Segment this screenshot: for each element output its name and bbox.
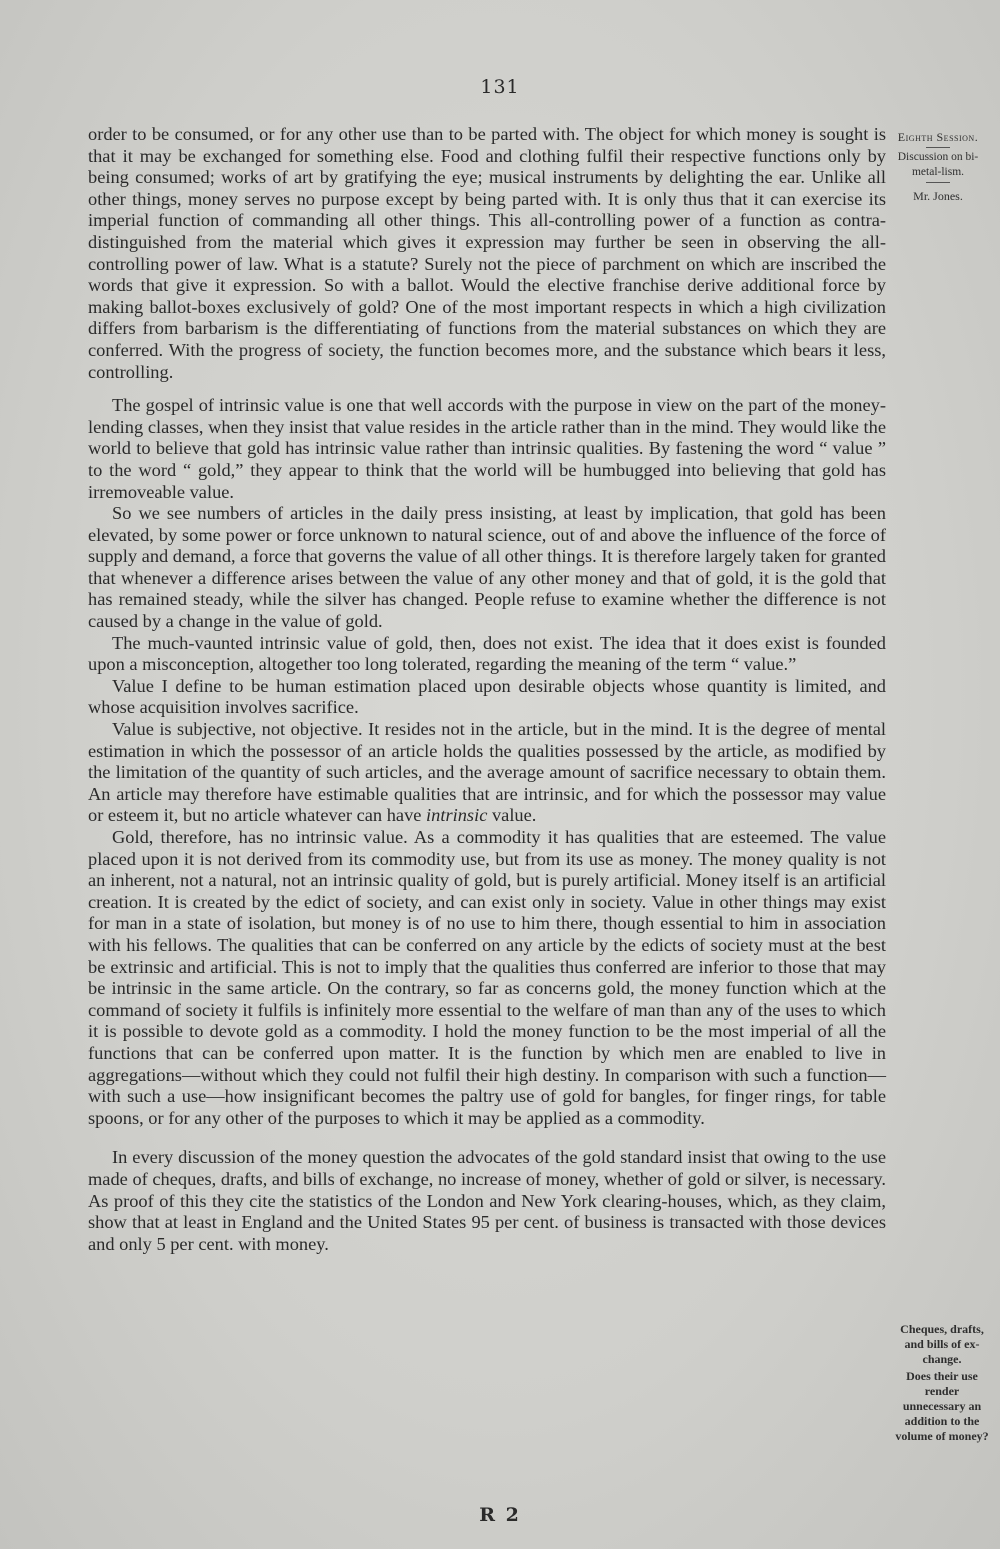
margin-rule xyxy=(926,147,950,148)
page-number: 131 xyxy=(480,76,520,98)
margin-topic: Discussion on bi-metal-lism. xyxy=(897,151,979,178)
margin-speaker: Mr. Jones. xyxy=(913,189,963,203)
italic-word: intrinsic xyxy=(426,805,488,826)
paragraph: The much-vaunted intrinsic value of gold, then, does not exist. The idea that it does exist is founded upon a misconception, altogether too long tolerated, regarding the meaning of the term “ value.” xyxy=(88,632,886,675)
margin-notes-top xyxy=(892,130,984,204)
margin-notes-bottom xyxy=(894,1322,990,1444)
margin-note-question: Does their use render unnecessary an addition to the volume of money? xyxy=(895,1369,989,1443)
paragraph: In every discussion of the money question the advocates of the gold standard insist that owing to the use made of cheques, drafts, and bills of exchange, no increase of money, whether of gold or silver, is necessary. As proof of this they cite the statistics of the London and New York clearing-houses, which, as they claim, show that at least in England and the United States 95 per cent. of business is transacted with those devices and only 5 per cent. with money. xyxy=(88,1147,886,1254)
paragraph: The gospel of intrinsic value is one that well accords with the purpose in view on the part of the money-lending classes, when they insist that value resides in the article rather than in the mind. They would like the world to believe that gold has intrinsic value rather than intrinsic qualities. By fastening the word “ value ” to the word “ gold,” they appear to think that the world will be humbugged into believing that gold has irremoveable value. xyxy=(88,395,886,502)
paragraph-text: value. xyxy=(487,805,537,826)
margin-rule xyxy=(926,182,950,183)
paragraph: Value I define to be human estimation placed upon desirable objects whose quantity is limited, and whose acquisition involves sacrifice. xyxy=(88,675,886,718)
paragraph-text: Value is subjective, not objective. It resides not in the article, but in the mind. It is the degree of mental estimation in which the possessor of an article holds the qualities possessed by the article, as modified by the limitation of the quantity of such articles, and the average amount of sacrifice necessary to obtain them. An article may therefore have estimable qualities that are intrinsic, and for which the possessor may value or esteem it, but no article whatever can have xyxy=(88,719,886,826)
margin-note-cheques: Cheques, drafts, and bills of ex-change. xyxy=(900,1322,984,1366)
paragraph: Gold, therefore, has no intrinsic value. As a commodity it has qualities that are esteemed. The value placed upon it is not derived from its commodity use, but from its use as money. The money quality is not an inherent, not a natural, not an intrinsic quality of gold, but is purely artificial. Money itself is an artificial creation. It is created by the edict of society, and can exist only in society. Value in other things may exist for man in a state of isolation, but money is of no use to him there, though essential to him in association with his fellows. The qualities that can be conferred on any article by the edicts of society must at the best be extrinsic and artificial. This is not to imply that the qualities thus conferred are inferior to those that may be intrinsic in the same article. On the contrary, so far as concerns gold, the money function which at the command of society it fulfils is infinitely more essential to the welfare of man than any of the uses to which it is possible to devote gold as a commodity. I hold the money function to be the most imperial of all the functions that can be conferred upon matter. It is the function by which men are enabled to live in aggregations—without which they could not fulfil their high destiny. In comparison with such a function—with such a use—how insignificant becomes the paltry use of gold for bangles, for finger rings, for table spoons, or for any other of the purposes to which it may be applied as a commodity. xyxy=(88,827,886,1128)
margin-session: Eighth Session. xyxy=(897,130,979,144)
paragraph xyxy=(88,719,886,827)
paragraph: order to be consumed, or for any other use than to be parted with. The object for which money is sought is that it may be exchanged for something else. Food and clothing fulfil their respective functions only by being consumed; works of art by gratifying the eye; musical instruments by delighting the ear. Unlike all other things, money serves no purpose except by being parted with. It is only thus that it can exercise its imperial function of commanding all other things. This all-controlling power of a function as contra-distinguished from the material which gives it expression may further be seen in observing the all-controlling power of law. What is a statute? Surely not the piece of parchment on which are inscribed the words that give it expression. So with a ballot. Would the elective franchise derive additional force by making ballot-boxes exclusively of gold? One of the most important respects in which a high civilization differs from barbarism is the differentiating of functions from the material substances on which they are conferred. With the progress of society, the function becomes more, and the substance which bears it less, controlling. xyxy=(88,124,886,382)
paragraph: So we see numbers of articles in the daily press insisting, at least by implication, that gold has been elevated, by some power or force unknown to natural science, out of and above the influence of the force of supply and demand, a force that governs the value of all other things. It is therefore largely taken for granted that whenever a difference arises between the value of any other money and that of gold, it is the gold that has remained steady, while the silver has changed. People refuse to examine whether the difference is not caused by a change in the value of gold. xyxy=(88,503,886,632)
printer-signature: R 2 xyxy=(479,1504,521,1526)
body-text xyxy=(88,124,886,1255)
